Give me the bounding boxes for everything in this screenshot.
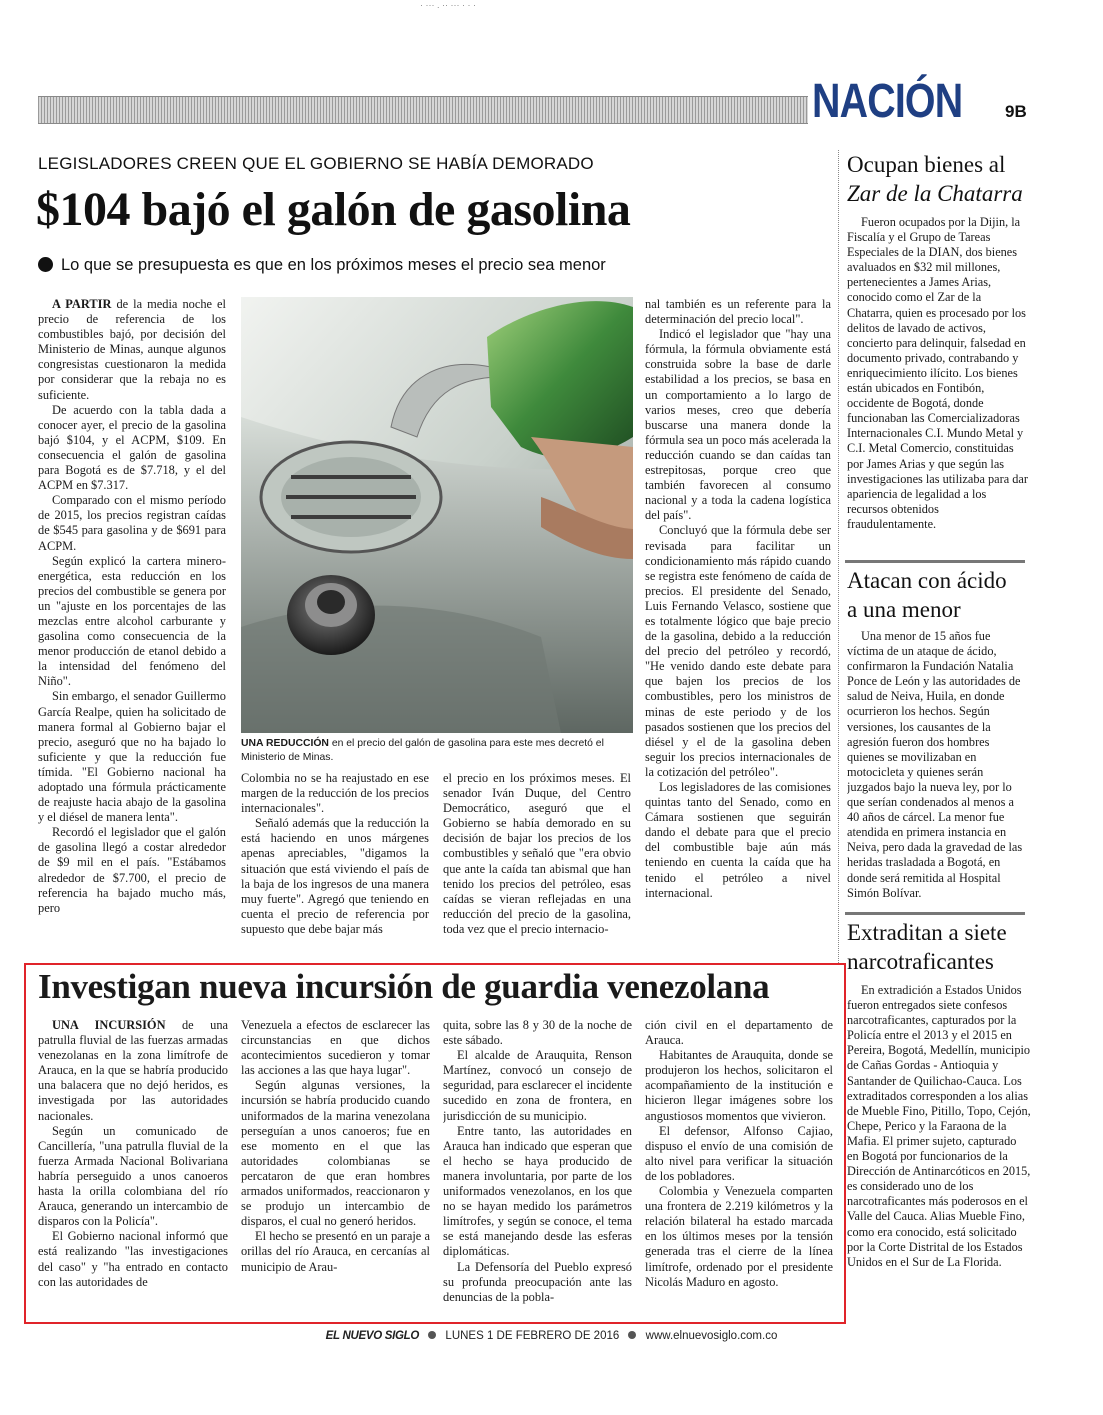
scan-noise: · ··· . ·· ··· · · ·: [420, 0, 476, 10]
paragraph: Sin embargo, el senador Guillermo García Realpe, quien ha solicitado de manera formal al Gobierno bajar el precio, aseguró que no ha bajado lo suficiente y que la reducción fue tímida. "El Gobierno nacional ha adoptado una fórmula prácticamente de reajuste hacia abajo de la gasolina y el diésel de manera lenta".: [38, 689, 226, 825]
box-column-4: [645, 1018, 833, 1316]
section-label: NACIÓN: [812, 75, 963, 128]
paragraph: Según un comunicado de Cancillería, "una patrulla fluvial de la fuerza Armada Nacional Bolivariana habría perseguido a unos canoeros hasta la orilla colombiana del río Arauca, generando un intercambio de disparos con la Policía".: [38, 1123, 228, 1229]
sidebar-title-3: [847, 918, 1037, 976]
paragraph: quita, sobre las 8 y 30 de la noche de este sábado.: [443, 1018, 632, 1048]
paragraph: Según explicó la cartera minero-energética, esta reducción en los precios del combustible se genera por un "ajuste en los porcentajes de las mezclas entre alcohol carburante y gasolina como consecuencia de la menor producción de etanol debido a la intensidad del fenómeno del Niño".: [38, 553, 226, 689]
sidebar-title-1: [847, 150, 1032, 208]
main-column-4: [645, 297, 831, 955]
sidebar-title-line: a una menor: [847, 597, 961, 622]
bullet-icon: [428, 1331, 436, 1339]
paragraph: El hecho se presentó en un paraje a orillas del río Arauca, en cercanías al municipio de Arau-: [241, 1229, 430, 1274]
paragraph: Según algunas versiones, la incursión se habría producido cuando uniformados de la marina venezolana perseguían a unos canoeros; fue en ese momento en el que las autoridades colombianas se percataron de que eran hombres armados uniformados, reaccionaron y se produjo un intercambio de disparos, el cual no generó heridos.: [241, 1078, 430, 1229]
paragraph: La Defensoría del Pueblo expresó su profunda preocupación ante las denuncias de la pobla-: [443, 1259, 632, 1304]
sidebar-separator: [845, 560, 1025, 563]
sidebar-paragraph: Una menor de 15 años fue víctima de un ataque de ácido, confirmaron la Fundación Natalia Ponce de León y las autoridades de salud de Neiva, Huila, en donde ocurrieron los hechos. Según versiones, los causantes de la agresión fueron dos hombres quienes se movilizaban en motocicleta y quienes serán juzgados bajo la nueva ley, por lo que serían condenados al menos a 40 años de cárcel. La menor fue atendida en primera instancia en Neiva, pero dada la gravedad de las heridas trasladada a Bogotá, en donde será remitida al Hospital Simón Bolívar.: [847, 629, 1023, 900]
photo-caption: [241, 737, 633, 764]
paragraph: De acuerdo con la tabla dada a conocer ayer, el precio de la gasolina bajó $104, y el ACPM, $109. En consecuencia el galón de gasolina para Bogotá es de $7.718, y el del ACPM en $7.317.: [38, 402, 226, 493]
sidebar-text-2: [847, 629, 1029, 914]
main-column-3: [443, 771, 631, 955]
footer-brand: EL NUEVO SIGLO: [325, 1330, 420, 1342]
caption-lead: UNA REDUCCIÓN: [241, 738, 329, 749]
paragraph: nal también es un referente para la determinación del precio local".: [645, 297, 831, 327]
sidebar-title-line: Extraditan a siete: [847, 920, 1007, 945]
lead-in: UNA INCURSIÓN: [52, 1018, 166, 1032]
paragraph: Entre tanto, las autoridades en Arauca han indicado que esperan que el hecho se haya producido de manera involuntaria, por parte de los uniformados venezolanos, en los que no se hayan medido los parámetros limítrofes, y según se conoce, el tema se está manejando desde las esferas diplomáticas.: [443, 1123, 632, 1259]
sidebar-title-line: Ocupan bienes al: [847, 152, 1006, 177]
story-headline: $104 bajó el galón de gasolina: [36, 183, 631, 236]
story-kicker: LEGISLADORES CREEN QUE EL GOBIERNO SE HABÍA DEMORADO: [38, 154, 594, 173]
subhead-text: Lo que se presupuesta es que en los próximos meses el precio sea menor: [61, 256, 606, 274]
main-column-1: [38, 297, 226, 955]
footer-url[interactable]: www.elnuevosiglo.com.co: [645, 1330, 778, 1342]
paragraph: Colombia no se ha reajustado en ese margen de la reducción de los precios internacionales".: [241, 771, 429, 816]
lead-in: A PARTIR: [52, 297, 112, 311]
column-divider: [838, 150, 839, 965]
paragraph: El alcalde de Arauquita, Renson Martínez, convocó un consejo de seguridad, para esclarecer el incidente sucedido en zona de frontera, en jurisdicción de su municipio.: [443, 1048, 632, 1123]
paragraph: Habitantes de Arauquita, donde se produjeron los hechos, solicitaron el acompañamiento de la institución e hicieron llegar imágenes sobre los angustiosos momentos que vivieron.: [645, 1048, 833, 1123]
paragraph: Recordó el legislador que el galón de gasolina llegó a costar alrededor de $9 mil en el país. "Estábamos alrededor de $7.700, el precio de referencia ha bajado mucho más, pero: [38, 825, 226, 915]
paragraph: Venezuela a efectos de esclarecer las circunstancias en que dichos acontecimientos sucedieron y tomar las acciones a las que haya lugar".: [241, 1018, 430, 1078]
sidebar-separator: [845, 912, 1025, 915]
sidebar-text-3: [847, 983, 1031, 1318]
sidebar-title-2: [847, 566, 1032, 624]
paragraph: El defensor, Alfonso Cajiao, dispuso el envío de una comisión de alto nivel para verificar la situación de los pobladores.: [645, 1123, 833, 1183]
box-column-3: [443, 1018, 632, 1316]
page-number: 9B: [1005, 102, 1027, 121]
fuel-nozzle-image: [241, 297, 633, 733]
paragraph: El Gobierno nacional informó que está realizando "las investigaciones del caso" y "ha entrado en contacto con las autoridades de: [38, 1229, 228, 1289]
page-footer: [0, 1330, 1103, 1342]
paragraph: Indicó el legislador que "hay una fórmula, la fórmula obviamente está construida sobre la base de darle estabilidad a los precios, se basa en un comportamiento a lo largo de varios meses, creo que debería buscarse una manera donde la fórmula sea un poco más acelerada la reducción cuando se dan caídas tan estrepitosas, porque creo que también favorecen al consumo nacional y a toda la cadena logística del país".: [645, 327, 831, 523]
paragraph: el precio en los próximos meses. El senador Iván Duque, del Centro Democrático, aseguró que el Gobierno se había demorado en su decisión de bajar los precios de los combustibles y señaló que "era obvio que ante la caída tan abismal que han tenido los precios del petróleo, esas caídas se vieran reflejadas en una reducción del precio de la gasolina, toda vez que el precio internacio-: [443, 771, 631, 936]
paragraph: Colombia y Venezuela comparten una frontera de 2.219 kilómetros y la relación bilateral ha estado marcada en los últimos meses por la tensión generada tras el cierre de la línea limítrofe, ordenado por el presidente Nicolás Maduro en agosto.: [645, 1184, 833, 1289]
section-header-band: [38, 96, 808, 124]
paragraph: ción civil en el departamento de Arauca.: [645, 1018, 833, 1048]
paragraph: de una patrulla fluvial de las fuerzas armadas venezolanas en la zona limítrofe de Arauca, en la que se habría producido una balacera que no dejó heridos, es investigada por las autoridades nacionales.: [38, 1018, 228, 1123]
sidebar-title-line: Atacan con ácido: [847, 568, 1007, 593]
box-column-1: [38, 1018, 228, 1316]
sidebar-title-line: Zar de la Chatarra: [847, 181, 1023, 206]
paragraph: Concluyó que la fórmula debe ser revisada para facilitar un condicionamiento más rápido cuando se registra este fenómeno de caída de precios. El presidente del Senado, Luis Fernando Velasco, sostiene que es totalmente lógico que baje precio de la gasolina, debido a la reducción del precio del petróleo y recordó, "He venido dando este debate para que bajen los precios de los combustibles, pero los ministros de minas de este periodo y de los pasados sostienen que los precios del diésel y el de la gasolina deben seguir los precios internacionales de la cotización del petróleo".: [645, 523, 831, 779]
box-column-2: [241, 1018, 430, 1316]
bullet-icon: [38, 257, 53, 272]
sidebar-title-line: narcotraficantes: [847, 949, 994, 974]
paragraph: Comparado con el mismo período de 2015, los precios registran caídas de $545 para gasolina y de $691 para ACPM.: [38, 493, 226, 553]
story-subhead: [38, 256, 606, 275]
bullet-icon: [628, 1331, 636, 1339]
paragraph: Los legisladores de las comisiones quintas tanto del Senado, como en Cámara sostienen que seguirán dando el debate para que el precio del combustible baje aún más teniendo en cuenta la caída que ha tenido el petróleo a nivel internacional.: [645, 780, 831, 900]
sidebar-paragraph: Fueron ocupados por la Dijin, la Fiscalía y el Grupo de Tareas Especiales de la DIAN, dos bienes avaluados en $32 mil millones, pertenecientes a James Arias, conocido como el Zar de la Chatarra, quien es procesado por los delitos de lavado de activos, concierto para delinquir, falsedad en documento privado, contrabando y enriquecimiento ilícito. Los bienes están ubicados en Fontibón, occidente de Bogotá, donde funcionaban las Comercializadoras Internacionales C.I. Mundo Metal y C.I. Metal Comercio, constituidas por James Arias y que según las investigaciones las utilizaba para dar apariencia de legalidad a los recursos obtenidos fraudulentamente.: [847, 215, 1028, 531]
footer-date: LUNES 1 DE FEBRERO DE 2016: [445, 1330, 620, 1342]
paragraph: de la media noche el precio de referencia de los combustibles bajó, por decisión del Ministerio de Minas, aunque algunos congresistas cuestionaron la medida por considerar que la rebaja no es suficiente.: [38, 297, 226, 402]
paragraph: Señaló además que la reducción la está haciendo en unos márgenes apenas apreciables, "digamos la situación que está viviendo el país de la baja de los ingresos de una manera muy fuerte". Agregó que teniendo en cuenta el precio de referencia por supuesto que debe bajar más: [241, 816, 429, 936]
main-column-2: [241, 771, 429, 955]
gas-pump-photo: [241, 297, 633, 733]
boxed-story-headline: Investigan nueva incursión de guardia venezolana: [38, 967, 770, 1006]
sidebar-text-1: [847, 215, 1029, 555]
caption-text: en el precio del galón de gasolina para este mes decretó el Ministerio de Minas.: [241, 738, 604, 763]
sidebar-paragraph: En extradición a Estados Unidos fueron entregados siete confesos narcotraficantes, capturados por la Policía entre el 2013 y el 2015 en Pereira, Bogotá, Medellín, municipio de Cañas Gordas - Antioquia y Santander de Quilichao-Cauca. Los extraditados corresponden a los alias de Mueble Fino, Pitillo, Topo, Cejón, Chepe, Perico y la Faraona de la Mafia. El primer sujeto, capturado en Bogotá por funcionarios de la Dirección de Antinarcóticos en 2015, es considerado uno de los narcotraficantes más poderosos en el Valle del Cauca. Alias Mueble Fino, como era conocido, está solicitado por la Corte Distrital de los Estados Unidos en el Sur de La Florida.: [847, 983, 1031, 1269]
